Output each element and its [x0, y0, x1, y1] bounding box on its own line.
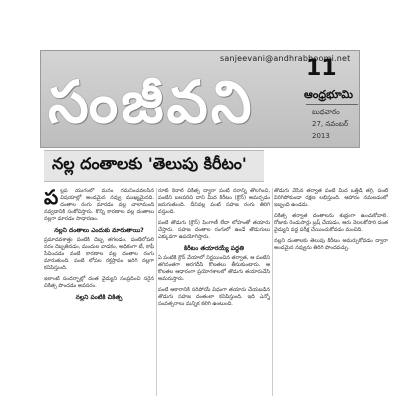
paragraph — [44, 188, 154, 223]
column-divider — [272, 188, 273, 396]
article-column-3 — [274, 188, 388, 396]
paragraph: నల్లని దంతాలకు తెలుపు కిరీటం అమర్చుకోవడం ద్వారా అందమైన నవ్వును తిరిగి పొందవచ్చు. — [274, 238, 388, 251]
drop-cap: ప — [44, 188, 59, 209]
paragraph: ఇలాంటి సందర్భాల్లో దంత వైద్యుని సంప్రదించి సరైన చికిత్స పొందడం అవసరం. — [44, 276, 154, 289]
newspaper-tag: ఆంధ్రభూమి — [304, 88, 354, 101]
date-text: 27, నవంబర్ — [312, 120, 349, 128]
date-rule — [306, 104, 358, 105]
column-divider — [156, 188, 157, 396]
article-column-2 — [158, 188, 270, 396]
headline: నల్ల దంతాలకు 'తెలుపు కిరీటం' — [52, 154, 247, 173]
paragraph: ఏ పంటికి క్రౌన్ వేయాలో నిర్ణయించిన తర్వాత, ఆ పంటిని తగినంతగా అరగదీసి కొలతలు తీసుకుంటారు. ఆ కొలతల ఆధారంగా ప్రయోగశాలలో తొడుగు తయారుచేసి అమరుస్తారు. — [158, 255, 270, 282]
paragraph: చికిత్స తర్వాత దంతాలను శుభ్రంగా ఉంచుకోవాలి. రోజుకు రెండుసార్లు బ్రష్ చేయడం, ఆరు నెలలకోసారి దంత వైద్యుని వద్ద పరీక్ష చేయించుకోవడం మంచిది. — [274, 213, 388, 233]
paragraph-text: ల్లప యుగంలో మనం గమనించవలసిన విషయాల్లో అందమైన నవ్వు ముఖ్యమైనది. దంతాల రంగు మారడం వల్ల చాలామంది నవ్వడానికి సంకోచిస్తారు. కొన్ని కారణాల వల్ల దంతాలు నల్లగా మారడం సాధారణం. — [44, 188, 154, 222]
masthead-email: sanjeevani@andhrabhoomi.net — [220, 54, 351, 63]
subheading: నల్లని దంతాలు ఎందుకు మారుతాయి? — [54, 227, 144, 234]
year-text: 2013 — [312, 132, 330, 140]
paragraph: తొడుగు వేసిన తర్వాత పంటి మీద ఒత్తిడి తగ్గి, పంటి విరిగిపోకుండా రక్షణ లభిస్తుంది. ఆహారం నమలడంలో ఇబ్బంది ఉండదు. — [274, 188, 388, 208]
subheading: నల్లని పంటికి చికిత్స — [75, 294, 123, 301]
paragraph: ప్రమాదవశాత్తు పంటికి దెబ్బ తగలడం, పంటిలోపలి నరం దెబ్బతినడం, మందుల వాడకం, అధికంగా టీ, కాఫీ సేవించడం వంటి కారణాల వల్ల దంతాల రంగు మారుతుంది. పంటి లోపల రక్తస్రావం జరిగి నల్లగా కనిపిస్తుంది. — [44, 237, 154, 271]
article-column-1 — [44, 188, 154, 396]
date-panel — [300, 56, 358, 146]
paragraph: రూట్ కెనాల్ చికిత్స ద్వారా పంటి నరాన్ని తొలగించి, పంటిని బలపరిచి దాని మీద కిరీటం (క్రౌన్) అమర్చడం జరుగుతుంది. దీనివల్ల పంటి సహజ రంగు తిరిగి వస్తుంది. — [158, 188, 270, 215]
paragraph: పంటి ఆకారానికి సరిపోయే విధంగా తయారు చేయబడిన తొడుగు సహజ దంతంలా కనిపిస్తుంది. ఇది ఎన్నో సంవత్సరాలు మన్నిక కలిగి ఉంటుంది. — [158, 287, 270, 307]
subheading: కిరీటం తయారయ్యే పద్ధతి — [183, 245, 244, 252]
paragraph: పంటి తొడుగు (క్రౌన్) పింగాణీ లేదా లోహంతో తయారు చేస్తారు. సహజ దంతాల రంగులో ఉండే తొడుగులు ఎక్కువగా ఉపయోగిస్తారు. — [158, 220, 270, 240]
date-day-number: 11 — [306, 56, 337, 81]
weekday: బుధవారం — [312, 108, 340, 116]
masthead-title: సంజీవని — [48, 68, 255, 136]
